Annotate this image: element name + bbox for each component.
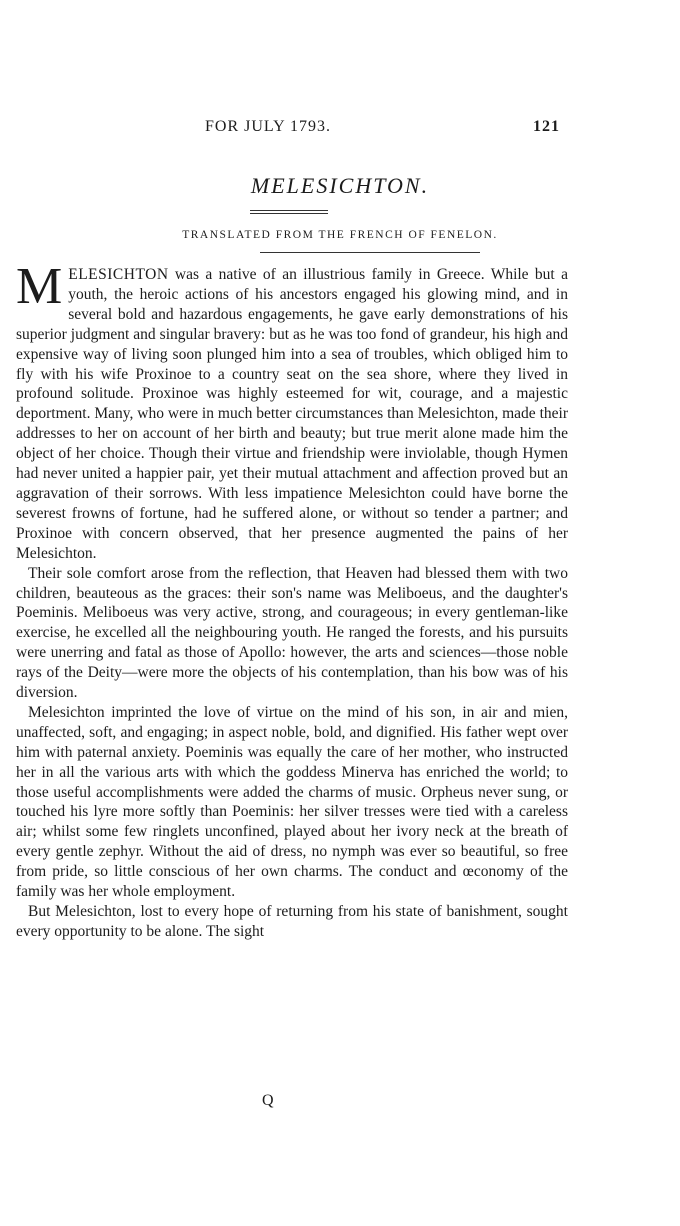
article-title: MELESICHTON.	[250, 173, 430, 198]
drop-cap: M	[16, 258, 63, 315]
title-rule-bottom	[250, 213, 328, 214]
running-header	[0, 118, 680, 142]
article-body	[16, 258, 568, 942]
running-title: FOR JULY 1793.	[205, 118, 332, 135]
signature-mark: Q	[262, 1092, 274, 1109]
paragraph-2: Their sole comfort arose from the reflection, that Heaven had blessed them with two children, beauteous as the graces: their son's name was Meliboeus, and the daughter's Poeminis. Meliboeus was very active, strong, and courageous; in every gentleman-like exercise, he excelled all the neighbouring youth. He ranged the forests, and his pursuits were unerring and fatal as those of Apollo: however, the arts and sciences—those noble rays of the Deity—were more the objects of his contemplation, than his bow was of his diversion.	[16, 564, 568, 702]
paragraph-1-text: was a native of an illustrious family in Greece. While but a youth, the heroic actions of his ancestors engaged his glowing mind, and in several bold and hazardous engagements, he gave early demonstrations of his superior judgment and singular bravery: but as he was too fond of grandeur, his high and expensive way of living soon plunged him into a sea of troubles, which obliged him to fly with his wife Proxinoe to a country seat on the sea shore, where they lived in profound solitude. Proxinoe was highly esteemed for wit, courage, and a majestic deportment. Many, who were in much better circumstances than Melesichton, made their addresses to her on account of her birth and beauty; but true merit alone made him the object of her choice. Though their virtue and friendship were inviolable, though Hymen had never united a happier pair, yet their mutual attachment and affection proved but an aggravation of their sorrows. With less impatience Melesichton could have borne the severest frowns of fortune, had he suffered alone, or without so tender a partner; and Proxinoe with concern observed, that her presence augmented the pains of her Melesichton.	[16, 266, 568, 562]
subtitle-rule	[260, 252, 480, 253]
title-rule-top	[250, 210, 328, 211]
page-number: 121	[533, 118, 560, 135]
paragraph-4: But Melesichton, lost to every hope of returning from his state of banishment, sought every opportunity to be alone. The sight	[16, 903, 568, 940]
article-subtitle: TRANSLATED FROM THE FRENCH OF FENELON.	[182, 229, 498, 241]
lead-word: ELESICHTON	[68, 266, 169, 283]
paragraph-1	[16, 258, 568, 564]
paragraph-3: Melesichton imprinted the love of virtue on the mind of his son, in air and mien, unaffected, soft, and engaging; in aspect noble, bold, and dignified. His father wept over him with paternal anxiety. Poeminis was equally the care of her mother, who instructed her in all the various arts with which the goddess Minerva has enriched the world; to those useful accomplishments were added the charms of music. Orpheus never sung, or touched his lyre more softly than Poeminis: her silver tresses were tied with a careless air; whilst some few ringlets unconfined, played about her ivory neck at the breath of every gentle zephyr. Without the aid of dress, no nymph was ever so beautiful, so free from pride, so little conscious of her own charms. The conduct and œconomy of the family was her whole employment.	[16, 703, 568, 901]
